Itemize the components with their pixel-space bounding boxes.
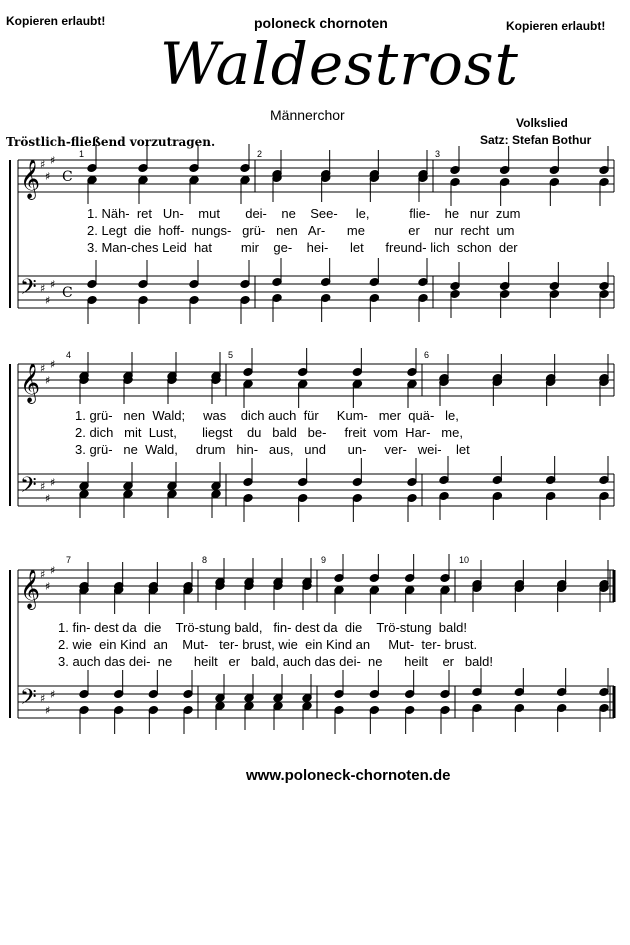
lyric-line: 3. grü- ne Wald, drum hin- aus, und un- ver- wei- let <box>75 442 470 457</box>
tempo-marking: Tröstlich-fließend vorzutragen. <box>6 135 216 149</box>
key-signature-sharp: ♯ <box>45 170 51 183</box>
measure-number: 6 <box>424 350 430 360</box>
key-signature-sharp: ♯ <box>50 564 56 577</box>
key-signature-sharp: ♯ <box>50 688 56 701</box>
measure-number: 10 <box>459 555 470 565</box>
measure-number: 4 <box>66 350 72 360</box>
treble-clef: 𝄞 <box>20 569 41 609</box>
bass-clef: 𝄢 <box>20 685 37 715</box>
lyric-line: 2. dich mit Lust, liegst du bald be- freit vom Har- me, <box>75 425 463 440</box>
key-signature-sharp: ♯ <box>45 374 51 387</box>
key-signature-sharp: ♯ <box>40 158 46 171</box>
key-signature-sharp: ♯ <box>50 154 56 167</box>
lyric-line: 3. Man-ches Leid hat mir ge- hei- let freund- lich schon der <box>87 240 518 255</box>
key-signature-sharp: ♯ <box>40 362 46 375</box>
lyric-line: 2. wie ein Kind an Mut- ter- brust, wie ein Kind an Mut- ter- brust. <box>58 637 478 652</box>
website-url[interactable]: www.poloneck-chornoten.de <box>246 767 451 784</box>
lyric-line: 2. Legt die hoff- nungs- grü- nen Ar- me er nur recht um <box>87 223 515 238</box>
lyric-line: 3. auch das dei- ne heilt er bald, auch das dei- ne heilt er bald! <box>58 654 494 669</box>
measure-number: 1 <box>79 149 85 159</box>
key-signature-sharp: ♯ <box>40 692 46 705</box>
lyric-line: 1. fin- dest da die Trö-stung bald, fin- dest da die Trö-stung bald! <box>58 620 467 635</box>
key-signature-sharp: ♯ <box>50 358 56 371</box>
copy-notice-right: Kopieren erlaubt! <box>506 19 606 33</box>
key-signature-sharp: ♯ <box>50 476 56 489</box>
key-signature-sharp: ♯ <box>50 278 56 291</box>
key-signature-sharp: ♯ <box>40 568 46 581</box>
lyric-line: 1. grü- nen Wald; was dich auch für Kum- mer quä- le, <box>75 408 459 423</box>
measure-number: 3 <box>435 149 441 159</box>
source-label: Volkslied <box>516 116 568 130</box>
lyric-line: 1. Näh- ret Un- mut dei- ne See- le, flie- he nur zum <box>87 206 521 221</box>
time-signature: C <box>62 285 73 301</box>
measure-number: 7 <box>66 555 72 565</box>
song-subtitle: Männerchor <box>270 107 345 123</box>
measure-number: 9 <box>321 555 327 565</box>
key-signature-sharp: ♯ <box>45 704 51 717</box>
bass-clef: 𝄢 <box>20 473 37 503</box>
key-signature-sharp: ♯ <box>40 282 46 295</box>
song-title: Waldestrost <box>160 30 519 98</box>
arranger-label: Satz: Stefan Bothur <box>480 133 592 147</box>
measure-number: 2 <box>257 149 263 159</box>
measure-number: 5 <box>228 350 234 360</box>
key-signature-sharp: ♯ <box>45 492 51 505</box>
publisher-name: poloneck chornoten <box>254 15 388 31</box>
key-signature-sharp: ♯ <box>45 294 51 307</box>
measure-number: 8 <box>202 555 208 565</box>
time-signature: C <box>62 169 73 185</box>
key-signature-sharp: ♯ <box>40 480 46 493</box>
treble-clef: 𝄞 <box>20 363 41 403</box>
key-signature-sharp: ♯ <box>45 580 51 593</box>
copy-notice-left: Kopieren erlaubt! <box>6 14 106 28</box>
bass-clef: 𝄢 <box>20 275 37 305</box>
treble-clef: 𝄞 <box>20 159 41 199</box>
